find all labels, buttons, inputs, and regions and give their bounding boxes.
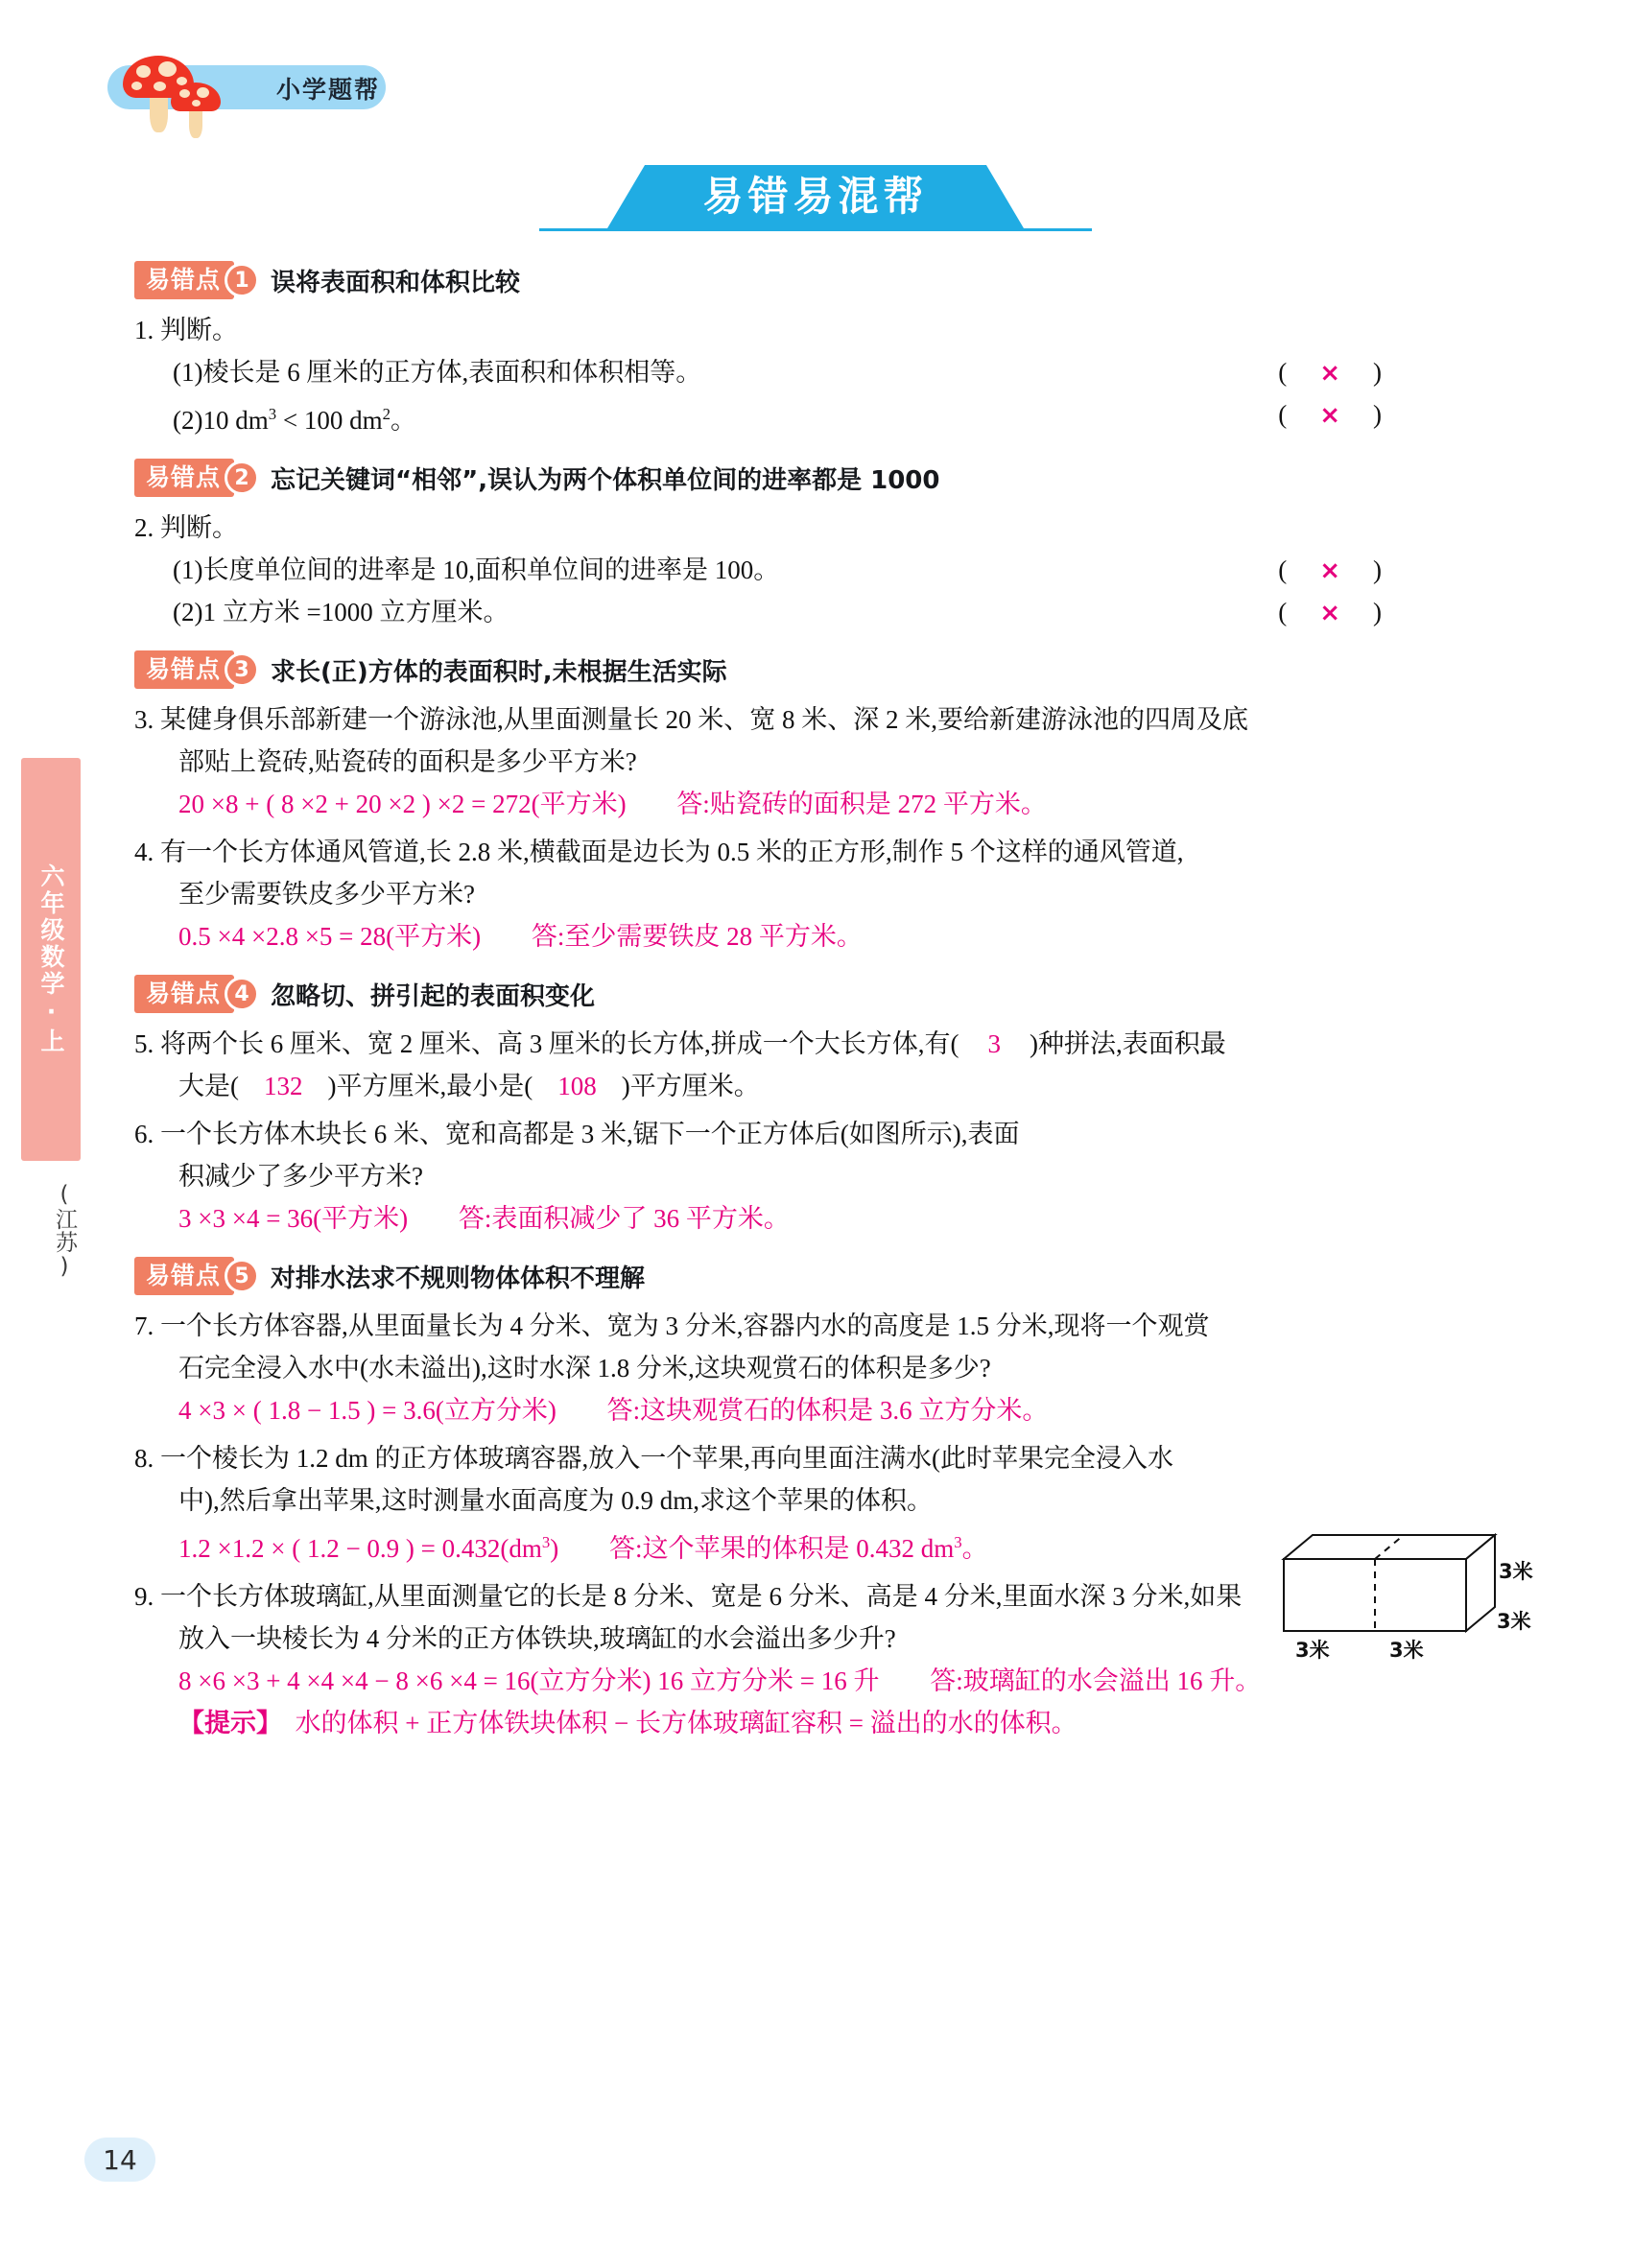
error-point-badge (134, 1257, 259, 1295)
error-point-heading-2 (134, 459, 1497, 497)
question-line: 5. 将两个长 6 厘米、宽 2 厘米、高 3 厘米的长方体,拼成一个大长方体,有( 3 )种拼法,表面积最 (134, 1029, 1226, 1058)
error-point-label: 易错点 (134, 459, 234, 497)
answer-expression: 3 ×3 ×4 = 36(平方米) (178, 1204, 409, 1233)
answer-expression: 4 ×3 × ( 1.8 − 1.5 ) = 3.6(立方分米) (178, 1396, 557, 1425)
error-point-number: 4 (225, 977, 259, 1011)
fill-blank-value: 3 (987, 1029, 1001, 1058)
logo-text: 小学题帮 (276, 76, 381, 104)
brand-logo (107, 50, 386, 134)
question-subline: (2)10 $dm^3 < 100$ $dm^2$。 (173, 405, 416, 435)
fill-blank-value: 108 (557, 1072, 597, 1100)
answer-expression: 20 ×8 + ( 8 ×2 + 20 ×2 ) ×2 = 272(平方米) (178, 790, 627, 818)
error-point-badge (134, 975, 259, 1013)
question-1 (134, 309, 1497, 441)
error-point-label: 易错点 (134, 261, 234, 299)
error-point-heading-1 (134, 261, 1497, 299)
question-subline: (1)棱长是 6 厘米的正方体,表面积和体积相等。 (173, 358, 702, 387)
question-line: 4. 有一个长方体通风管道,长 2.8 米,横截面是边长为 0.5 米的正方形,制作 5 个这样的通风管道, (134, 838, 1184, 866)
question-line: 1. 判断。 (134, 316, 238, 344)
figure-label-bottom-left: 3米 (1295, 1639, 1330, 1662)
page-number: 14 (103, 2143, 137, 2176)
error-point-title: 误将表面积和体积比较 (271, 268, 521, 297)
question-line: 9. 一个长方体玻璃缸,从里面测量它的长是 8 分米、宽是 6 分米、高是 4 分米,里面水深 3 分米,如果 (134, 1582, 1243, 1611)
figure-label-height: 3米 (1499, 1560, 1533, 1583)
mushroom-spot (154, 82, 166, 91)
answer-statement: 答:表面积减少了 36 平方米。 (458, 1204, 790, 1233)
figure-label-bottom-right: 3米 (1389, 1639, 1424, 1662)
question-line: 积减少了多少平方米? (178, 1162, 423, 1191)
question-line: 中),然后拿出苹果,这时测量水面高度为 0.9 dm,求这个苹果的体积。 (178, 1486, 933, 1515)
error-point-number: 1 (225, 263, 259, 297)
error-point-title: 对排水法求不规则物体体积不理解 (271, 1264, 646, 1293)
error-point-number: 3 (225, 652, 259, 687)
answer-statement: 答:玻璃缸的水会溢出 16 升。 (930, 1666, 1262, 1695)
judgement-mark: × (1319, 359, 1340, 388)
question-7 (134, 1305, 1497, 1431)
question-line: 3. 某健身俱乐部新建一个游泳池,从里面测量长 20 米、宽 8 米、深 2 米,要给新建游泳池的四周及底 (134, 705, 1248, 734)
question-line: 至少需要铁皮多少平方米? (178, 880, 475, 909)
question-line: 8. 一个棱长为 1.2 dm 的正方体玻璃容器,放入一个苹果,再向里面注满水(此时苹果完全浸入水 (134, 1444, 1173, 1473)
question-line: 部贴上瓷砖,贴瓷砖的面积是多少平方米? (178, 747, 637, 776)
fill-blank-value: 132 (264, 1072, 303, 1100)
question-line: 大是( 132 )平方厘米,最小是( 108 )平方厘米。 (178, 1072, 760, 1100)
answer-statement: 答:这块观赏石的体积是 3.6 立方分米。 (606, 1396, 1049, 1425)
question-line: 6. 一个长方体木块长 6 米、宽和高都是 3 米,锯下一个正方体后(如图所示),表面 (134, 1120, 1020, 1148)
figure-label-depth: 3米 (1497, 1610, 1531, 1633)
mushroom-spot (179, 89, 190, 98)
page-number-badge (84, 2138, 155, 2182)
question-2 (134, 507, 1497, 633)
error-point-badge (134, 459, 259, 497)
section-banner (561, 165, 1070, 240)
question-6 (134, 1113, 1497, 1240)
error-point-number: 5 (225, 1259, 259, 1293)
question-subline: (2)1 立方米 =1000 立方厘米。 (173, 598, 509, 626)
mushroom-spot (136, 65, 151, 78)
answer-expression: 1.2 ×1.2 × ( 1.2 − 0.9 ) = $0.432(dm^3)$ (178, 1533, 559, 1563)
grade-subject-tab (21, 758, 81, 1161)
error-point-label: 易错点 (134, 1257, 234, 1295)
mushroom-spot (197, 87, 209, 98)
judgement-bracket: ( × ) (1278, 358, 1382, 388)
judgement-bracket: ( × ) (1278, 555, 1382, 585)
mushroom-cap (171, 83, 221, 111)
mushroom-spot (192, 100, 201, 106)
error-point-heading-4 (134, 975, 1497, 1013)
cuboid-figure (1274, 1525, 1533, 1669)
judgement-mark: × (1319, 401, 1340, 430)
error-point-label: 易错点 (134, 650, 234, 689)
banner-underline (539, 228, 1092, 231)
answer-statement: 答:这个苹果的体积是 0.432 $dm^3$。 (609, 1533, 988, 1563)
judgement-mark: × (1319, 556, 1340, 585)
error-point-heading-3 (134, 650, 1497, 689)
error-point-badge (134, 650, 259, 689)
error-point-title: 求长(正)方体的表面积时,未根据生活实际 (271, 657, 727, 687)
question-line: 7. 一个长方体容器,从里面量长为 4 分米、宽为 3 分米,容器内水的高度是 1.5 分米,现将一个观赏 (134, 1311, 1210, 1340)
mushroom-spot (131, 82, 142, 90)
question-3 (134, 698, 1497, 825)
question-subline: (1)长度单位间的进率是 10,面积单位间的进率是 100。 (173, 555, 780, 584)
answer-expression: 8 ×6 ×3 + 4 ×4 ×4 − 8 ×6 ×4 = 16(立方分米) 16 立方分米 = 16 升 (178, 1666, 880, 1695)
grade-subject-label: 六年级数学·上 (37, 863, 65, 1055)
judgement-bracket: ( × ) (1278, 400, 1382, 430)
hint-text: 水的体积 + 正方体铁块体积 − 长方体玻璃缸容积 = 溢出的水的体积。 (295, 1709, 1077, 1737)
judgement-bracket: ( × ) (1278, 598, 1382, 627)
error-point-title: 忽略切、拼引起的表面积变化 (271, 981, 596, 1011)
question-line: 放入一块棱长为 4 分米的正方体铁块,玻璃缸的水会溢出多少升? (178, 1624, 896, 1653)
mushroom-small-icon (171, 79, 221, 138)
answer-statement: 答:至少需要铁皮 28 平方米。 (531, 922, 863, 951)
question-line: 石完全浸入水中(水未溢出),这时水深 1.8 分米,这块观赏石的体积是多少? (178, 1354, 991, 1382)
error-point-badge (134, 261, 259, 299)
edition-label: (江苏) (52, 1182, 77, 1280)
error-point-title: 忘记关键词“相邻”,误认为两个体积单位间的进率都是 1000 (271, 465, 940, 495)
mushroom-spot (158, 61, 177, 77)
judgement-mark: × (1319, 599, 1340, 627)
error-point-number: 2 (225, 461, 259, 495)
error-point-label: 易错点 (134, 975, 234, 1013)
hint-line (134, 1709, 1077, 1737)
error-point-heading-5 (134, 1257, 1497, 1295)
question-5 (134, 1023, 1497, 1107)
question-4 (134, 831, 1497, 957)
hint-tag: 【提示】 (178, 1709, 282, 1737)
question-line: 2. 判断。 (134, 513, 238, 542)
page-title: 易错易混帮 (702, 173, 929, 220)
content-column (134, 261, 1533, 1746)
answer-statement: 答:贴瓷砖的面积是 272 平方米。 (676, 790, 1047, 818)
answer-expression: 0.5 ×4 ×2.8 ×5 = 28(平方米) (178, 922, 482, 951)
